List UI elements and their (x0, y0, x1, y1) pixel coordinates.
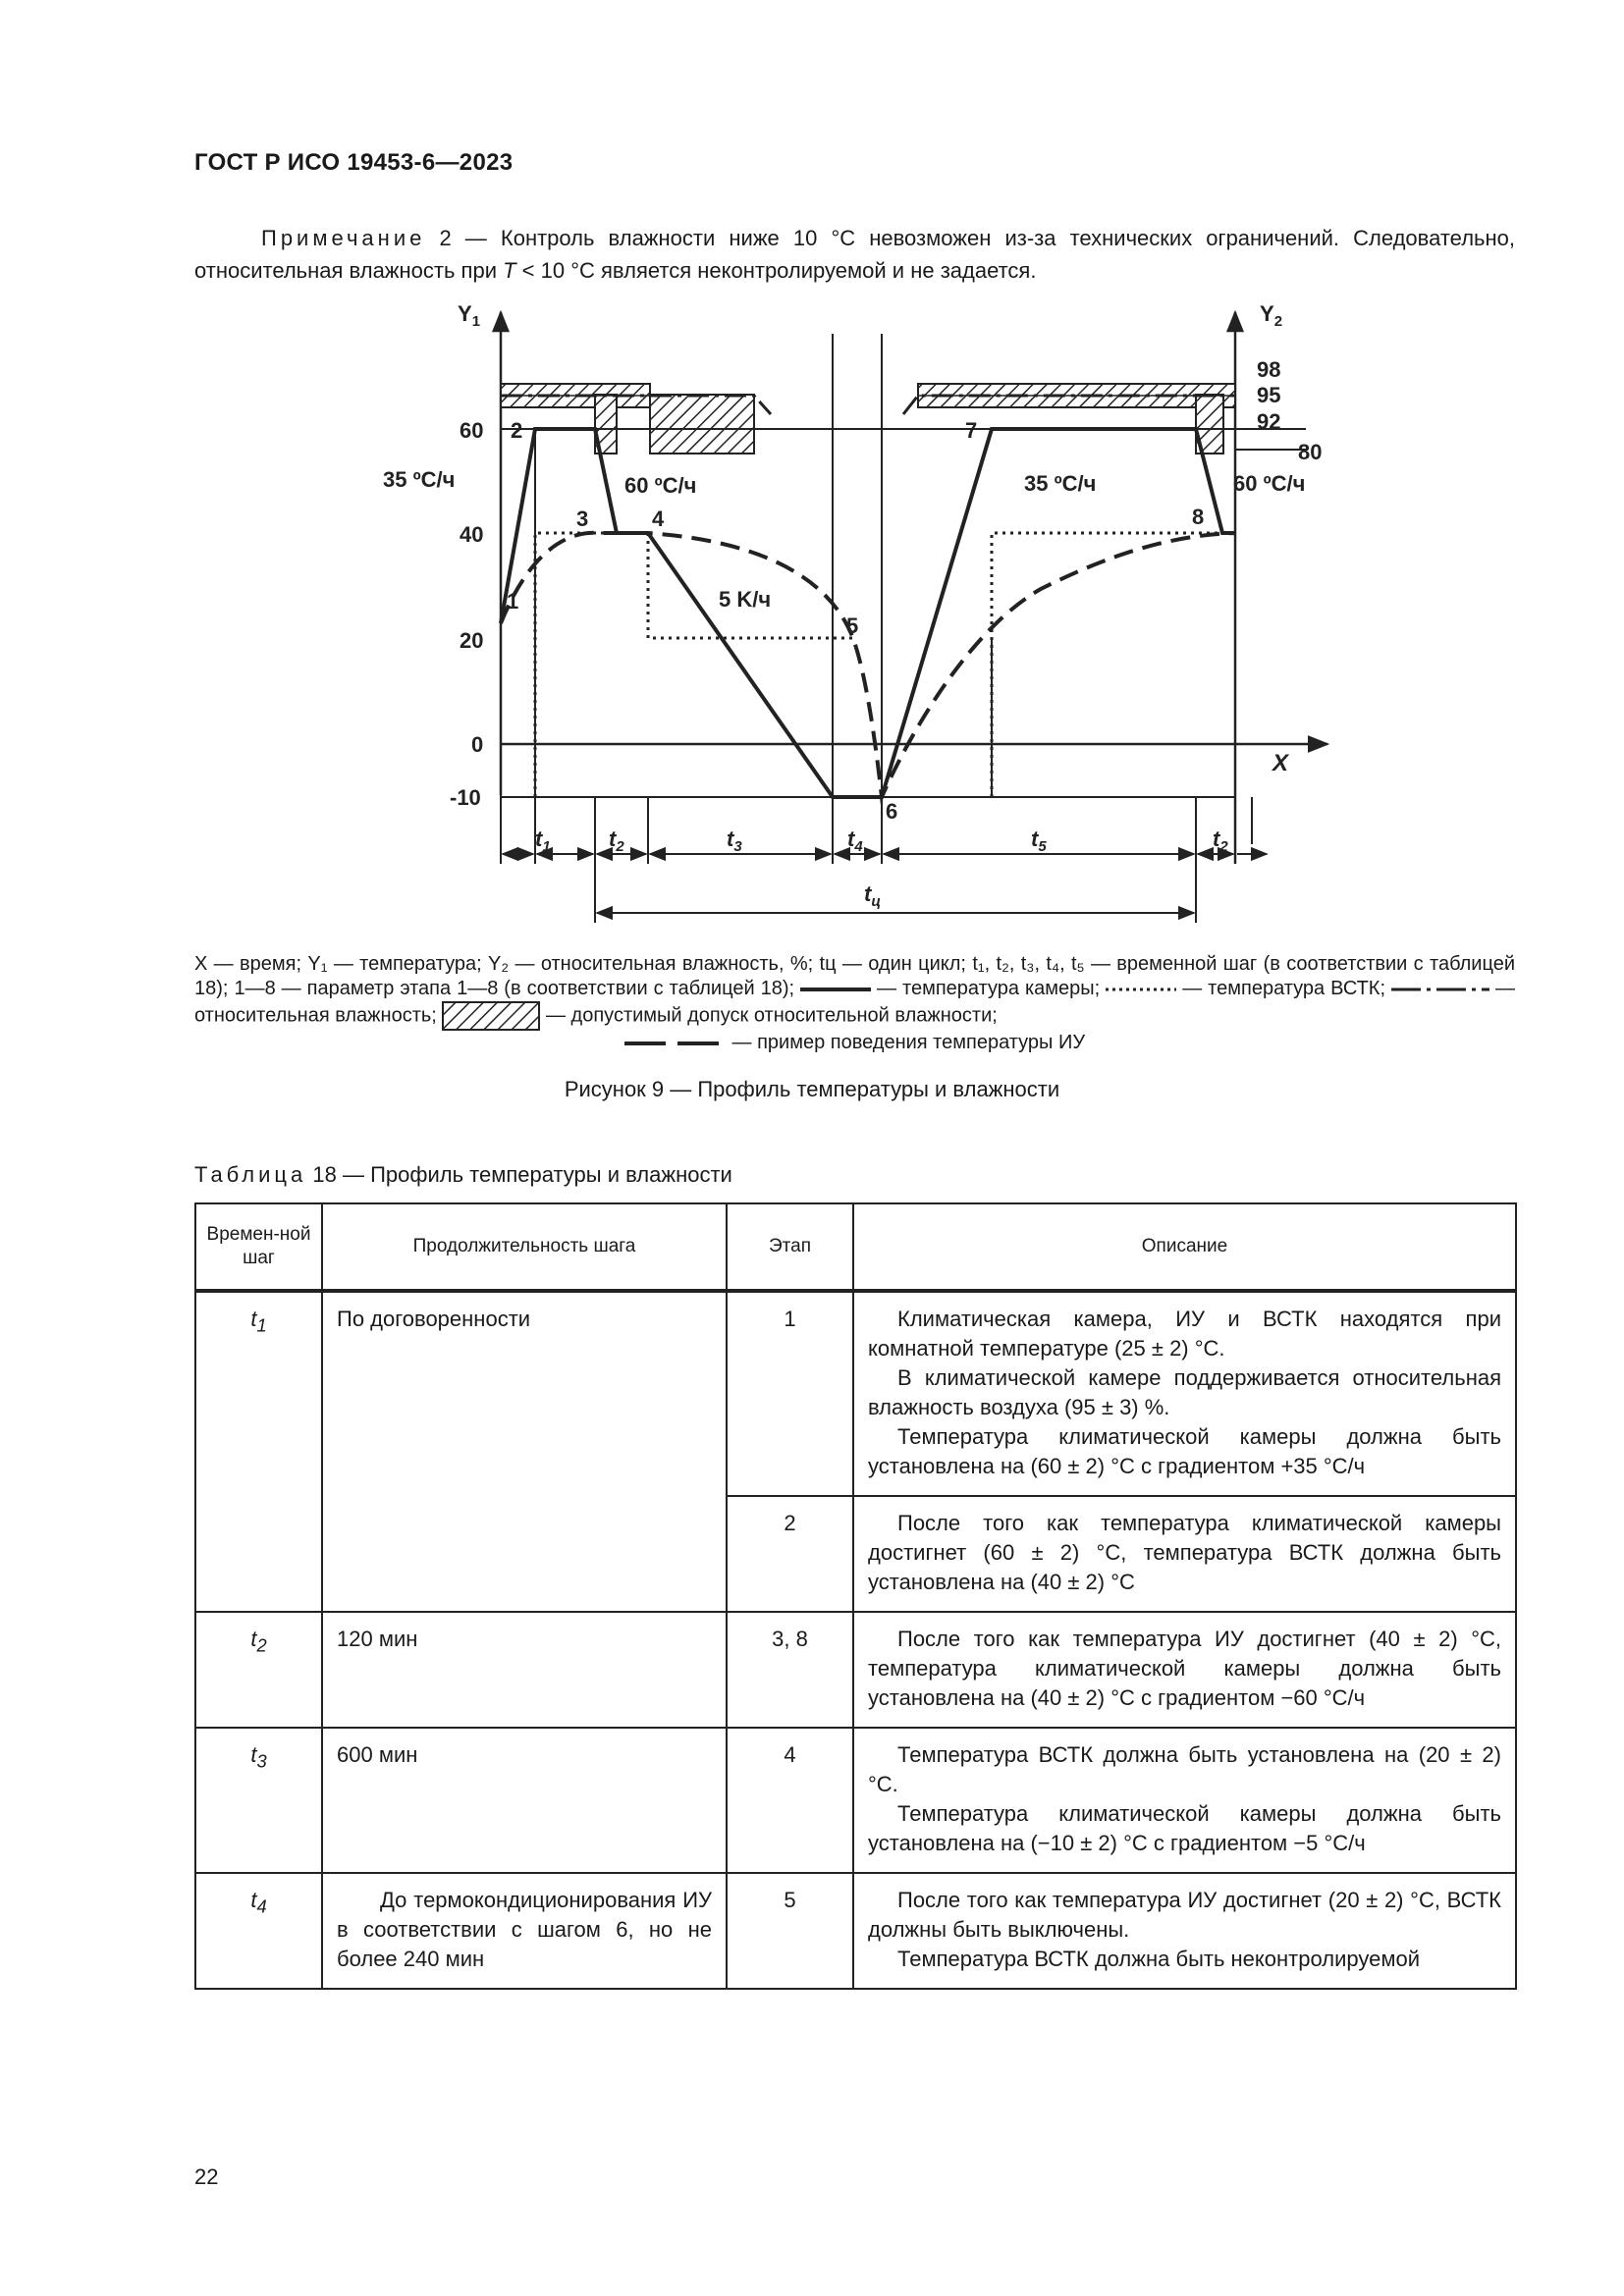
header-description: Описание (853, 1203, 1516, 1291)
time-step-t1: $t_1$ (535, 827, 551, 855)
description-paragraph: После того как температура ИУ достигнет (20 ± 2) °C, ВСТК должны быть выключены. (868, 1888, 1501, 1942)
y2-tick-92: 92 (1257, 409, 1281, 434)
rate-label-5: 60 ºС/ч (1233, 471, 1306, 496)
document-header: ГОСТ Р ИСО 19453-6—2023 (194, 149, 514, 176)
legend-swatch-dut (624, 1039, 727, 1048)
y2-tick-98: 98 (1257, 357, 1281, 382)
table-header-row (195, 1203, 1516, 1291)
legend-chamber: — температура камеры; (877, 978, 1101, 999)
y1-label: $Y_1$ (458, 301, 481, 330)
y-tick-20: 20 (460, 628, 484, 653)
stage-label-8: 8 (1192, 505, 1205, 529)
legend-swatch-tolerance (442, 1001, 540, 1031)
table-row (195, 1291, 1516, 1496)
description-paragraph: После того как температура климатической камеры достигнет (60 ± 2) °C, температура ВСТК должна быть установлена на (40 ± 2) °C (868, 1511, 1501, 1594)
description-cell (853, 1612, 1516, 1728)
table-caption-text: 18 — Профиль температуры и влажности (306, 1162, 732, 1187)
step-cell: $t_3$ (195, 1728, 322, 1873)
step-cell: $t_1$ (195, 1291, 322, 1612)
legend-swatch-chamber (800, 985, 871, 994)
figure-legend (194, 952, 1515, 1055)
header-stage: Этап (727, 1203, 853, 1291)
description-paragraph: Температура климатической камеры должна быть установлена на (−10 ± 2) °C с градиентом −5 °C/ч (868, 1801, 1501, 1855)
duration-cell: По договоренности (322, 1291, 727, 1612)
duration-cell: 120 мин (322, 1612, 727, 1728)
note-var: T (503, 258, 516, 283)
time-step-t5: $t_5$ (1031, 827, 1047, 855)
description-paragraph: Температура ВСТК должна быть неконтролируемой (897, 1947, 1420, 1971)
table-row (195, 1728, 1516, 1873)
cycle-label: $t_ц$ (864, 881, 882, 910)
legend-swatch-humidity (1391, 985, 1489, 994)
header-duration: Продолжительность шага (322, 1203, 727, 1291)
note-text-a: — Контроль влажности ниже 10 °C невозможен из-за технических ограничений. Следовательно, относительная влажность при (194, 226, 1515, 283)
description-cell (853, 1496, 1516, 1612)
description-cell (853, 1728, 1516, 1873)
duration-cell: 600 мин (322, 1728, 727, 1873)
stage-label-7: 7 (965, 418, 978, 443)
dut-temperature-line (501, 533, 1235, 797)
stage-cell: 5 (727, 1873, 853, 1989)
legend-main: X — время; Y₁ — температура; Y₂ — относительная влажность, %; tц — один цикл; t₁, t₂, t₃, t₄, t₅ — временной шаг (в соответствии с таблицей 18); 1—8 — параметр этапа 1—8 (в соответствии с таблицей 18); (194, 953, 1515, 999)
stage-label-4: 4 (652, 507, 665, 531)
note-number: 2 (425, 226, 452, 250)
description-paragraph: Температура климатической камеры должна быть установлена на (60 ± 2) °C с градиентом +35 °C/ч (868, 1424, 1501, 1478)
y-tick-40: 40 (460, 522, 484, 547)
description-paragraph: В климатической камере поддерживается относительная влажность воздуха (95 ± 3) %. (868, 1365, 1501, 1419)
time-step-t2: $t_2$ (609, 827, 624, 855)
y2-tick-95: 95 (1257, 383, 1281, 407)
stage-label-3: 3 (576, 507, 589, 531)
description-cell (853, 1873, 1516, 1989)
description-paragraph: После того как температура ИУ достигнет (40 ± 2) °C, температура климатической камеры должна быть установлена на (40 ± 2) °C с градиентом −60 °C/ч (868, 1627, 1501, 1710)
table-caption-label: Таблица (194, 1162, 307, 1187)
reference-lines (501, 334, 1306, 923)
stage-label-5: 5 (846, 614, 859, 638)
legend-vstk: — температура ВСТК; (1182, 978, 1386, 999)
duration-cell: До термокондиционирования ИУ в соответствии с шагом 6, но не более 240 мин (322, 1873, 727, 1989)
time-step-t3: $t_3$ (727, 827, 742, 855)
time-step-t4: $t_4$ (847, 827, 863, 855)
table-row (195, 1873, 1516, 1989)
stage-label-2: 2 (511, 418, 523, 443)
rate-label-2: 60 ºС/ч (624, 473, 697, 498)
figure-caption: Рисунок 9 — Профиль температуры и влажности (564, 1077, 1060, 1101)
step-cell: $t_2$ (195, 1612, 322, 1728)
temperature-humidity-figure (0, 0, 1624, 942)
y2-label: $Y_2$ (1260, 301, 1283, 330)
stage-cell: 1 (727, 1291, 853, 1496)
legend-humidity: — относительная влажность; (194, 978, 1515, 1027)
x-label: X (1272, 750, 1289, 776)
legend-tolerance: — допустимый допуск относительной влажности; (546, 1004, 998, 1027)
rate-label-3: 5 K/ч (719, 587, 772, 612)
step-cell: $t_4$ (195, 1873, 322, 1989)
y-tick-60: 60 (460, 418, 484, 443)
rate-label-4: 35 ºС/ч (1024, 471, 1097, 496)
legend-swatch-vstk (1106, 985, 1176, 994)
note-text-b: < 10 °C является неконтролируемой и не задается. (515, 258, 1037, 283)
stage-label-6: 6 (886, 799, 898, 824)
note-label: Примечание (261, 226, 426, 250)
y2-tick-80: 80 (1298, 440, 1323, 464)
y-tick-minus10: -10 (450, 785, 481, 810)
description-cell (853, 1291, 1516, 1496)
stage-cell: 2 (727, 1496, 853, 1612)
rate-label-1: 35 ºС/ч (383, 467, 456, 492)
stage-cell: 4 (727, 1728, 853, 1873)
y-tick-0: 0 (471, 732, 484, 757)
header-step: Времен-ной шаг (195, 1203, 322, 1291)
vstk-temperature-line (535, 533, 1235, 797)
table-row (195, 1612, 1516, 1728)
description-paragraph: Температура ВСТК должна быть установлена на (20 ± 2) °C. (868, 1742, 1501, 1796)
description-paragraph: Климатическая камера, ИУ и ВСТК находятся при комнатной температуре (25 ± 2) °C. (868, 1307, 1501, 1361)
time-step-t2-second: $t_2$ (1213, 827, 1228, 855)
table-caption (194, 1162, 732, 1188)
page-number: 22 (194, 2164, 219, 2189)
stage-cell: 3, 8 (727, 1612, 853, 1728)
stage-label-1: 1 (507, 589, 519, 614)
chamber-temperature-line (501, 429, 1235, 797)
table-18 (194, 1202, 1517, 1990)
legend-dut: — пример поведения температуры ИУ (731, 1032, 1086, 1053)
